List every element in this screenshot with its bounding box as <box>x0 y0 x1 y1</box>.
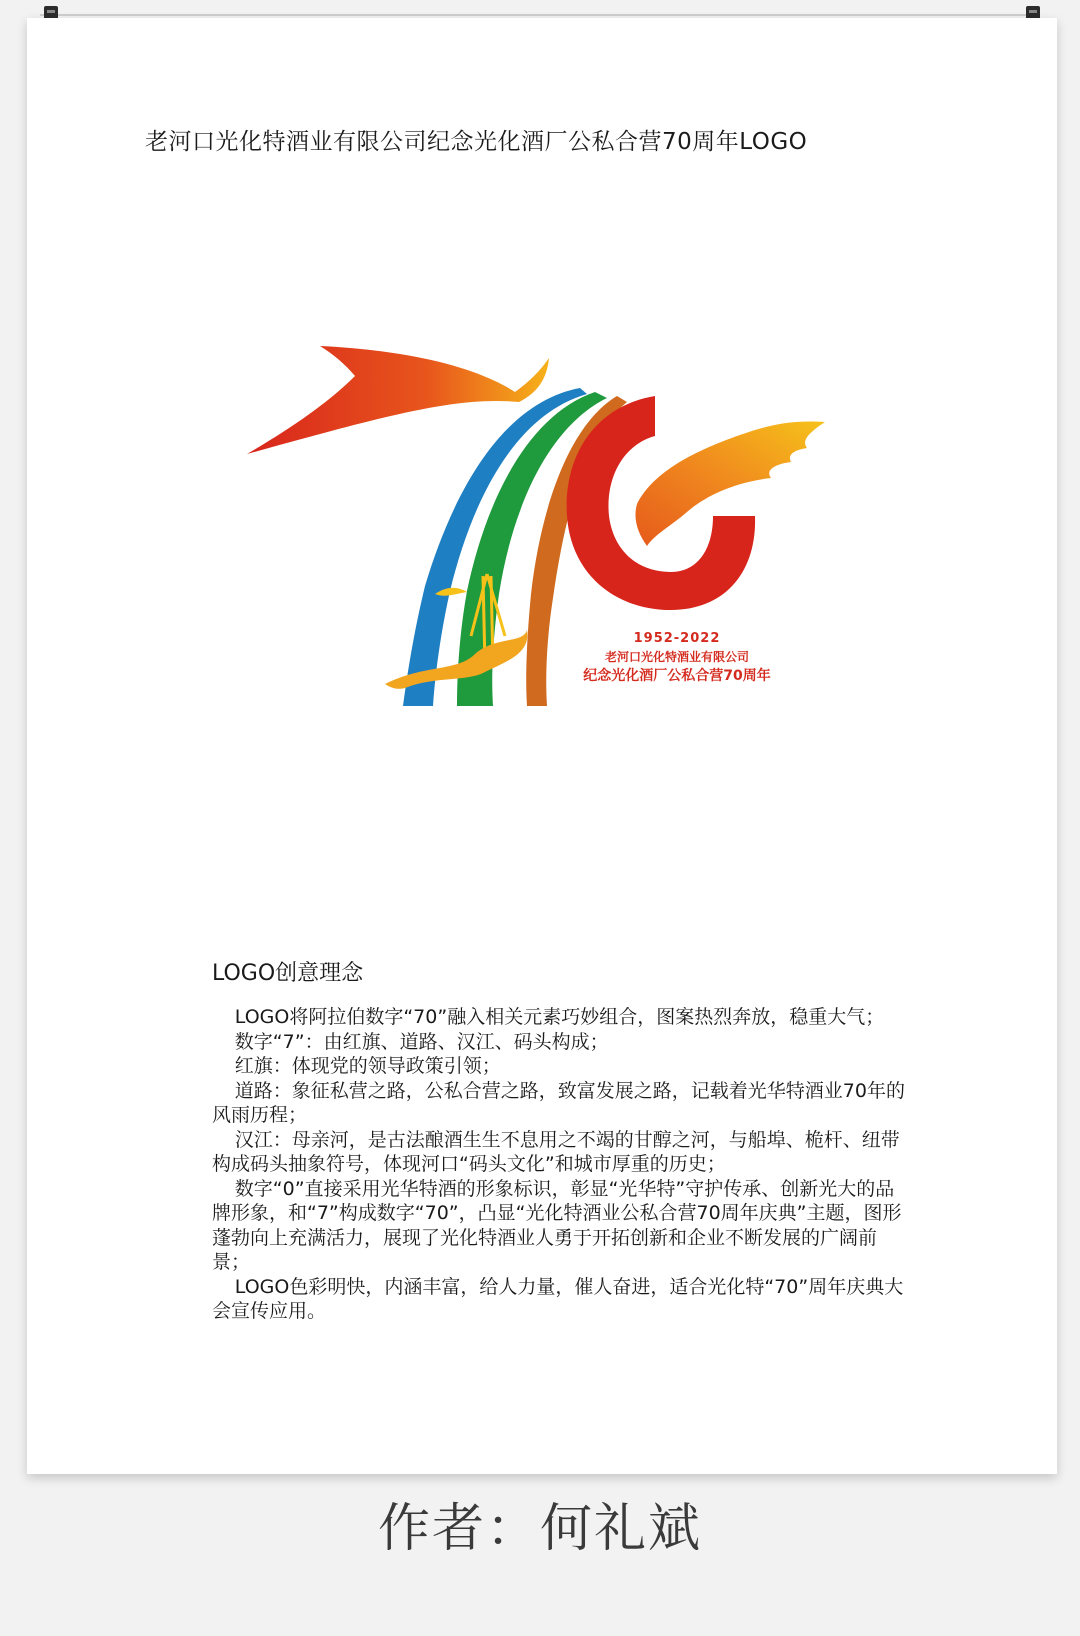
concept-paragraph: LOGO色彩明快，内涵丰富，给人力量，催人奋进，适合光化特“70”周年庆典大会宣传应用。 <box>212 1275 904 1322</box>
poster-sheet <box>27 18 1057 1474</box>
concept-body <box>212 1005 912 1324</box>
river-wave-symbol <box>385 630 527 689</box>
concept-paragraph: 数字“7”：由红旗、道路、汉江、码头构成； <box>234 1030 609 1053</box>
concept-paragraph: LOGO将阿拉伯数字“70”融入相关元素巧妙组合，图案热烈奔放，稳重大气； <box>234 1006 885 1028</box>
concept-paragraph: 数字“0”直接采用光华特酒的形象标识，彰显“光华特”守护传承、创新光大的品牌形象，和“7”构成数字“70”，凸显“光化特酒业公私合营70周年庆典”主题，图形蓬勃向上充满活力，展现了光化特酒业人勇于开拓创新和企业不断发展的广阔前景； <box>212 1177 902 1273</box>
logo-caption <box>547 630 807 686</box>
logo-anniversary-text: 纪念光化酒厂公私合营70周年 <box>583 668 771 684</box>
logo-years: 1952-2022 <box>633 631 721 646</box>
concept-heading: LOGO创意理念 <box>212 961 364 986</box>
author-caption: 作者：何礼斌 <box>377 1499 702 1559</box>
concept-paragraph: 汉江：母亲河，是古法酿酒生生不息用之不竭的甘醇之河，与船埠、桅杆、纽带构成码头抽象符号，体现河口“码头文化”和城市厚重的历史； <box>212 1128 900 1175</box>
logo-company-name: 老河口光化特酒业有限公司 <box>604 650 749 664</box>
concept-paragraph: 道路：象征私营之路，公私合营之路，致富发展之路，记载着光华特酒业70年的风雨历程； <box>212 1079 905 1126</box>
concept-paragraph: 红旗：体现党的领导政策引领； <box>234 1055 501 1077</box>
poster-title: 老河口光化特酒业有限公司纪念光化酒厂公私合营70周年LOGO <box>145 129 808 155</box>
hanging-wire <box>40 14 1040 16</box>
